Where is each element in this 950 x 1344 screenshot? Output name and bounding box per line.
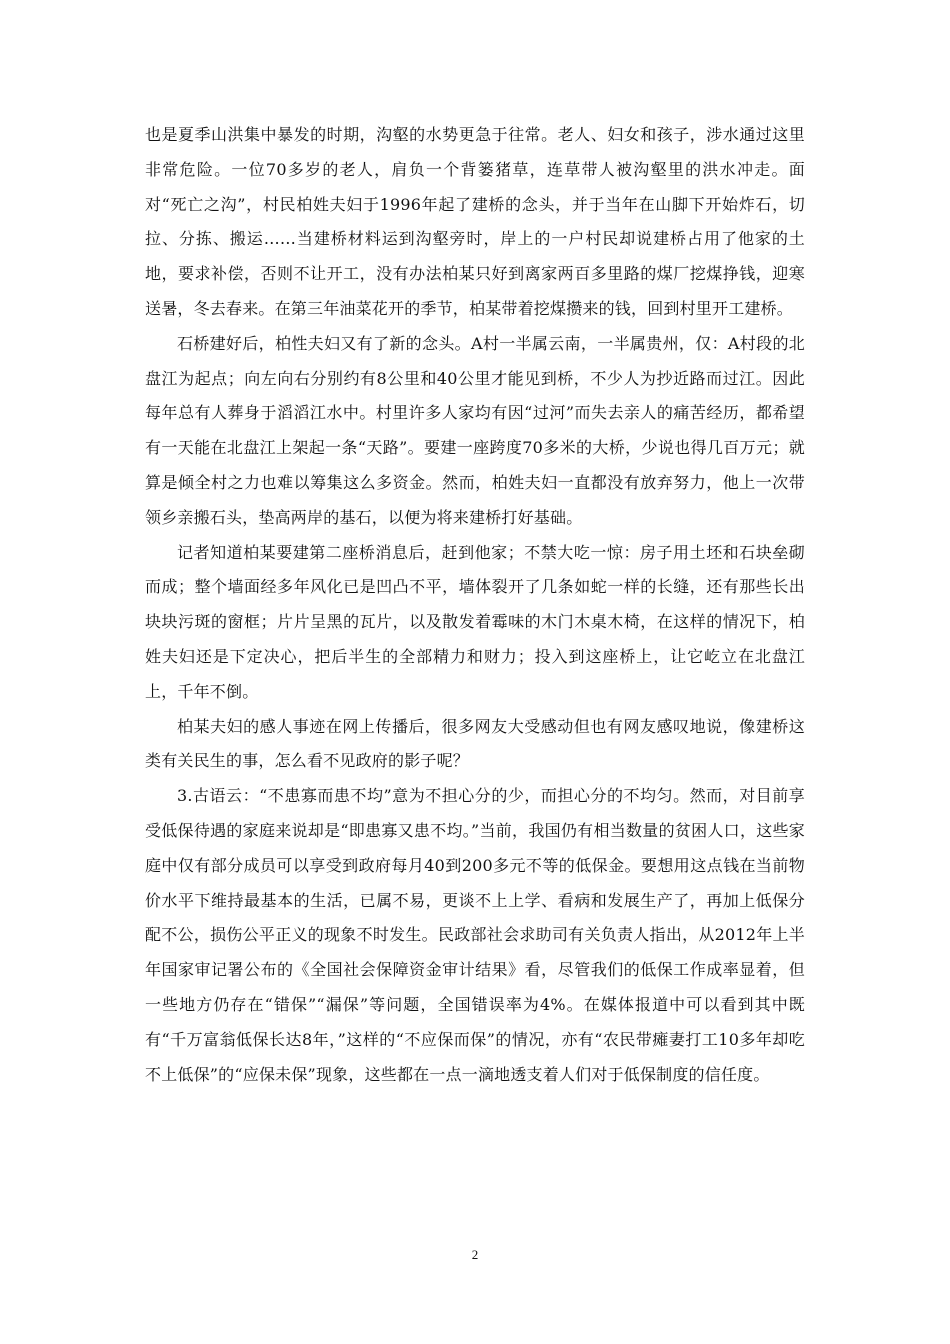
paragraph-5: 3.古语云：“不患寡而患不均”意为不担心分的少，而担心分的不均匀。然而，对目前享受低保待遇的家庭来说却是“即患寡又患不均。”当前，我国仍有相当数量的贫困人口，这些家庭中仅有部分成员可以享受到政府每月40到200多元不等的低保金。要想用这点钱在当前物价水平下维持最基本的生活，已属不易，更谈不上上学、看病和发展生产了，再加上低保分配不公，损伤公平正义的现象不时发生。民政部社会求助司有关负责人指出，从2012年上半年国家审记署公布的《全国社会保障资金审计结果》看，尽管我们的低保工作成率显着，但一些地方仍存在“错保”“漏保”等问题，全国错误率为4%。在媒体报道中可以看到其中既有“千万富翁低保长达8年，”这样的“不应保而保”的情况，亦有“农民带瘫妻打工10多年却吃不上低保”的“应保未保”现象，这些都在一点一滴地透支着人们对于低保制度的信任度。 <box>145 786 805 1084</box>
paragraph-2: 石桥建好后，柏性夫妇又有了新的念头。A村一半属云南，一半属贵州，仅：A村段的北盘江为起点；向左向右分别约有8公里和40公里才能见到桥，不少人为抄近路而过江。因此每年总有人葬身于滔滔江水中。村里许多人家均有因“过河”而失去亲人的痛苦经历，都希望有一天能在北盘江上架起一条“天路”。要建一座跨度70多米的大桥，少说也得几百万元；就算是倾全村之力也难以筹集这么多资金。然而，柏姓夫妇一直都没有放弃努力，他上一次带领乡亲搬石头，垫高两岸的基石，以便为将来建桥打好基础。 <box>145 333 805 527</box>
paragraph-3: 记者知道柏某要建第二座桥消息后，赶到他家；不禁大吃一惊：房子用土坯和石块垒砌而成；整个墙面经多年风化已是凹凸不平，墙体裂开了几条如蛇一样的长缝，还有那些长出块块污斑的窗框；片片呈黑的瓦片，以及散发着霉味的木门木桌木椅，在这样的情况下，柏姓夫妇还是下定决心，把后半生的全部精力和财力；投入到这座桥上，让它屹立在北盘江上，千年不倒。 <box>145 542 805 701</box>
body-text <box>145 118 805 1092</box>
paragraph-4: 柏某夫妇的感人事迹在网上传播后，很多网友大受感动但也有网友感叹地说，像建桥这类有关民生的事，怎么看不见政府的影子呢？ <box>145 716 805 771</box>
page-number: 2 <box>471 1247 479 1262</box>
paragraph-1: 也是夏季山洪集中暴发的时期，沟壑的水势更急于往常。老人、妇女和孩子，涉水通过这里非常危险。一位70多岁的老人，肩负一个背篓猪草，连草带人被沟壑里的洪水冲走。面对“死亡之沟”，村民柏姓夫妇于1996年起了建桥的念头，并于当年在山脚下开始炸石，切拉、分拣、搬运……当建桥材料运到沟壑旁时，岸上的一户村民却说建桥占用了他家的土地，要求补偿，否则不让开工，没有办法柏某只好到离家两百多里路的煤厂挖煤挣钱，迎寒送暑，冬去春来。在第三年油菜花开的季节，柏某带着挖煤攒来的钱，回到村里开工建桥。 <box>145 125 805 318</box>
